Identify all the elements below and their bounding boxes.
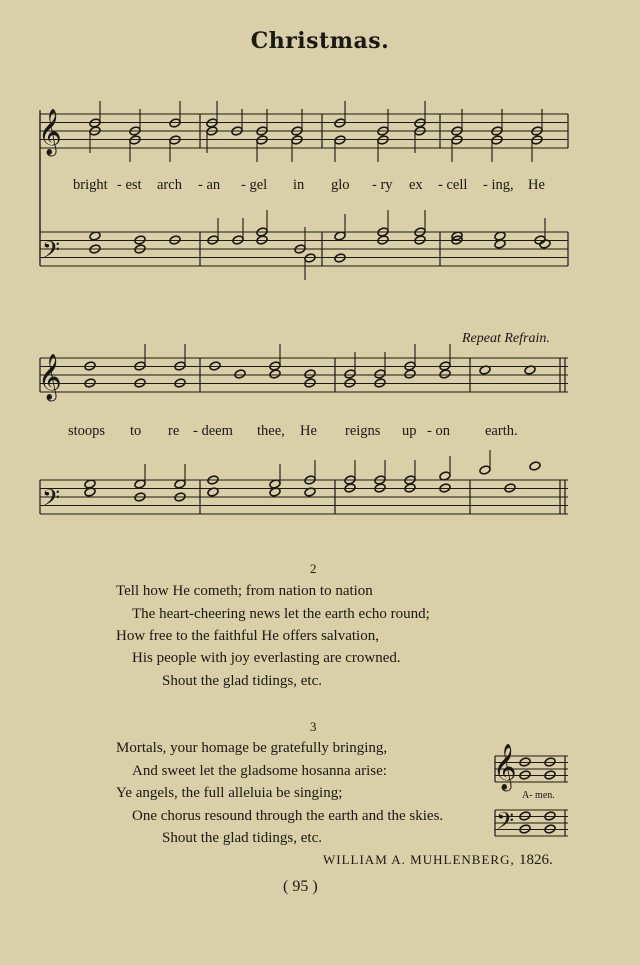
bass-clef-icon: 𝄢 — [42, 236, 61, 269]
lyric-syllable: - deem — [193, 423, 233, 439]
verse-line: Ye angels, the full alleluia be singing; — [116, 785, 343, 801]
lyric-syllable: to — [130, 423, 142, 439]
verse-line: Shout the glad tidings, etc. — [162, 830, 322, 846]
lyric-syllable: - est — [117, 177, 142, 193]
verse-line: How free to the faithful He offers salvation, — [116, 628, 379, 644]
lyric-syllable: glo — [331, 177, 350, 193]
verse-line: His people with joy everlasting are crowned. — [132, 650, 401, 666]
lyric-syllable: bright — [73, 177, 108, 193]
lyric-syllable: He — [528, 177, 545, 193]
author-credit — [323, 852, 553, 869]
page-title: Christmas. — [250, 28, 390, 54]
verse-number: 3 — [310, 719, 317, 734]
verse-line: And sweet let the gladsome hosanna arise: — [132, 763, 387, 779]
verse-line: One chorus resound through the earth and the skies. — [132, 808, 444, 824]
author-name: WILLIAM A. MUHLENBERG, — [323, 852, 515, 867]
lyric-syllable: re — [168, 423, 180, 439]
page-number: ( 95 ) — [283, 878, 318, 895]
verse-number: 2 — [310, 561, 317, 576]
lyric-syllable: up — [402, 423, 417, 439]
verse-line: Mortals, your homage be gratefully bringing, — [116, 740, 388, 756]
lyric-syllable: - ing, — [483, 177, 514, 193]
treble-clef-icon: 𝄞 — [493, 744, 517, 790]
lyric-syllable: in — [293, 177, 305, 193]
author-year: 1826. — [518, 852, 553, 868]
lyric-syllable: He — [300, 423, 317, 439]
verse-line: The heart-cheering news let the earth echo round; — [132, 606, 430, 622]
lyric-syllable: - on — [427, 423, 450, 439]
treble-clef-icon: 𝄞 — [38, 354, 62, 400]
verse-line: Shout the glad tidings, etc. — [162, 673, 322, 689]
lyric-syllable: reigns — [345, 423, 381, 439]
lyric-syllable: - cell — [438, 177, 468, 193]
bass-clef-icon: 𝄢 — [42, 484, 61, 517]
bass-clef-icon: 𝄢 — [496, 807, 515, 840]
lyric-syllable: stoops — [68, 423, 106, 439]
lyric-syllable: ex — [409, 177, 423, 193]
lyric-syllable: - an — [198, 177, 221, 193]
lyric-syllable: earth. — [485, 423, 518, 439]
lyric-syllable: thee, — [257, 423, 285, 439]
verse-line: Tell how He cometh; from nation to nation — [116, 583, 373, 599]
treble-clef-icon: 𝄞 — [38, 109, 62, 155]
lyric-syllable: - gel — [241, 177, 268, 193]
amen-label: A- men. — [522, 790, 555, 801]
lyric-syllable: arch — [157, 177, 182, 193]
lyric-syllable: - ry — [372, 177, 393, 193]
repeat-refrain-label: Repeat Refrain. — [462, 331, 550, 346]
